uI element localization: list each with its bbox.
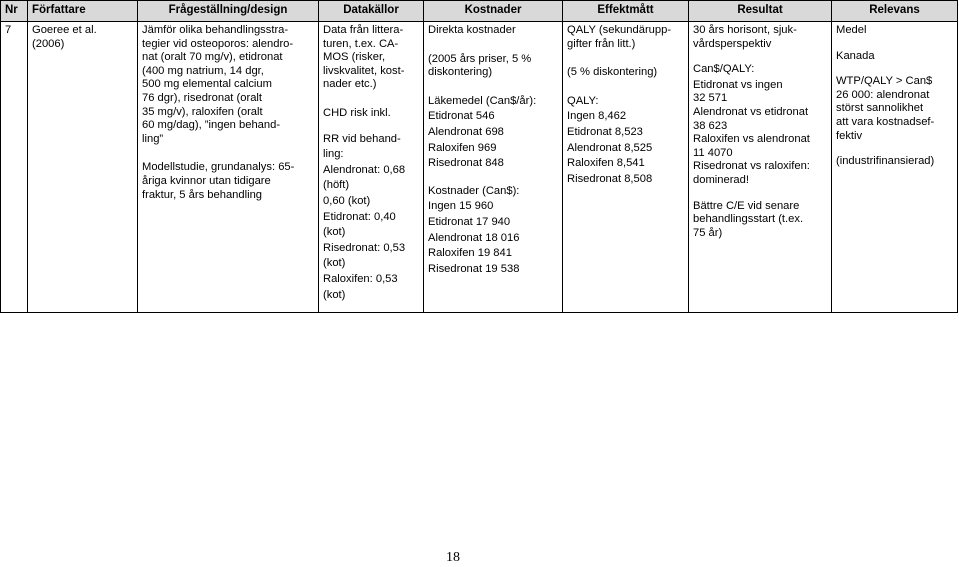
cell-nr: 7 [1,22,28,313]
cell-design: Jämför olika behandlingsstra- tegier vid osteoporos: alendro- nat (oralt 70 mg/v), etidronat (400 mg natrium, 14 dgr, 500 mg elemental calcium 76 dgr), risedronat (oralt 35 mg/v), raloxifen (oralt 60 mg/dag), ”ingen behand- ling” Modellstudie, grundanalys: 65- åriga kvinnor utan tidigare fraktur, 5 års behandling [138,22,319,313]
header-costs: Kostnader [424,1,563,22]
cell-data-sources: Data från littera- turen, t.ex. CA- MOS (risker, livskvalitet, kost- nader etc.) CHD risk inkl. RR vid behand- ling: Alendronat: 0,68 (höft) 0,60 (kot) Etidronat: 0,40 (kot) Risedronat: 0,53 (kot) Raloxifen: 0,53 (kot) [319,22,424,313]
header-data-sources: Datakällor [319,1,424,22]
header-relevance: Relevans [832,1,958,22]
cell-result: 30 års horisont, sjuk- vårdsperspektiv Can$/QALY: Etidronat vs ingen 32 571 Alendronat vs etidronat 38 623 Raloxifen vs alendronat 11 4070 Risedronat vs raloxifen: dominerad! Bättre C/E vid senare behandlingsstart (t.ex. 75 år) [689,22,832,313]
page-number: 18 [446,550,460,565]
header-author: Författare [28,1,138,22]
cell-effect: QALY (sekundärupp- gifter från litt.) (5 % diskontering) QALY: Ingen 8,462 Etidronat 8,523 Alendronat 8,525 Raloxifen 8,541 Risedronat 8,508 [563,22,689,313]
cell-costs: Direkta kostnader (2005 års priser, 5 % diskontering) Läkemedel (Can$/år): Etidronat 546 Alendronat 698 Raloxifen 969 Risedronat 848 Kostnader (Can$): Ingen 15 960 Etidronat 17 940 Alendronat 18 016 Raloxifen 19 841 Risedronat 19 538 [424,22,563,313]
header-nr: Nr [1,1,28,22]
header-effect: Effektmått [563,1,689,22]
header-result: Resultat [689,1,832,22]
header-row [1,1,958,22]
cell-author: Goeree et al. (2006) [28,22,138,313]
cell-relevance: Medel Kanada WTP/QALY > Can$ 26 000: alendronat störst sannolikhet att vara kostnadsef- fektiv (industrifinansierad) [832,22,958,313]
header-design: Frågeställning/design [138,1,319,22]
table-row [1,22,958,313]
